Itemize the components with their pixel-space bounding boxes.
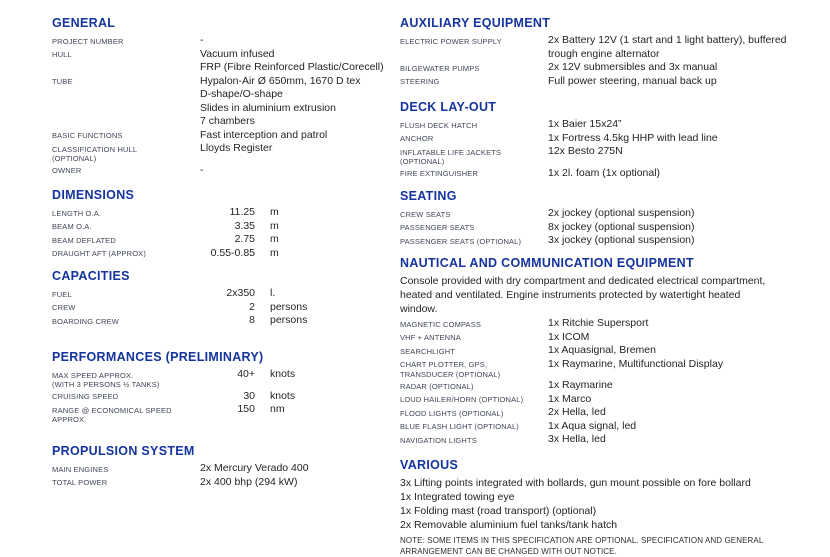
spec-label: [52, 314, 200, 326]
section-title: NAUTICAL AND COMMUNICATION EQUIPMENT: [400, 256, 694, 270]
spec-row: [400, 317, 828, 331]
section-title: DECK LAY-OUT: [400, 100, 497, 114]
spec-value-line: Lloyds Register: [200, 142, 273, 154]
spec-label: [52, 142, 200, 164]
spec-label: [400, 234, 548, 246]
spec-value: [200, 34, 397, 48]
spec-label-line: CLASSIFICATION HULL: [52, 144, 138, 154]
spec-value-line: -: [200, 34, 204, 46]
section-title: CAPACITIES: [52, 269, 130, 283]
spec-value: [200, 142, 397, 156]
spec-label-line: BOARDING CREW: [52, 316, 119, 326]
various-item-line: 2x Removable aluminium fuel tanks/tank hatch: [400, 519, 618, 531]
spec-row: [400, 358, 828, 380]
spec-row: [400, 34, 828, 61]
spec-value: [548, 379, 828, 393]
various-item-line: 1x Integrated towing eye: [400, 491, 515, 503]
spec-label-line: PROJECT NUMBER: [52, 36, 124, 46]
various-item-line: 3x Lifting points integrated with bollards, gun mount possible on fore bollard: [400, 477, 751, 489]
spec-value: [200, 462, 397, 476]
spec-value-line: 1x Raymarine, Multifunctional Display: [548, 357, 724, 370]
section-intro-line: heated and ventilated. Engine instruments protected by watertight heated: [400, 289, 741, 301]
spec-value: [548, 420, 828, 434]
section-title: VARIOUS: [400, 458, 459, 472]
spec-row: [52, 34, 397, 48]
spec-row: [400, 118, 828, 132]
spec-label: [52, 233, 200, 245]
spec-label-line: FLUSH DECK HATCH: [400, 120, 478, 130]
spec-label: [52, 48, 200, 60]
spec-value: [548, 433, 828, 447]
spec-row: [52, 368, 397, 390]
spec-label: [400, 420, 548, 432]
spec-label: [52, 164, 200, 176]
spec-value-unit: l.: [270, 287, 276, 299]
section-title: AUXILIARY EQUIPMENT: [400, 16, 551, 30]
spec-value: [548, 145, 828, 159]
spec-label-line: (OPTIONAL): [400, 157, 445, 166]
spec-value-unit: persons: [270, 300, 308, 313]
spec-value-line: 2x jockey (optional suspension): [548, 207, 695, 219]
section-intro-line: Console provided with dry compartment and dedicated electrical compartment,: [400, 275, 766, 287]
spec-label: [400, 317, 548, 329]
spec-section: [52, 188, 397, 260]
spec-row: [400, 221, 828, 235]
spec-value-line: 3x jockey (optional suspension): [548, 234, 695, 246]
spec-row: [52, 142, 397, 164]
spec-value: [548, 118, 828, 132]
spec-label: [52, 206, 200, 218]
spec-label-line: TUBE: [52, 77, 73, 86]
spec-row: [52, 247, 397, 261]
spec-value-line: 3x Hella, led: [548, 433, 606, 445]
spec-label: [52, 287, 200, 299]
spec-value-number: 11.25: [229, 206, 255, 218]
spec-value: [200, 129, 397, 143]
spec-value-line: Fast interception and patrol: [200, 128, 328, 141]
spec-value-unit: m: [270, 246, 279, 259]
spec-label-line: LENGTH O.A.: [52, 208, 102, 218]
spec-row: [52, 220, 397, 234]
spec-label: [400, 406, 548, 418]
spec-label-line: FLOOD LIGHTS (OPTIONAL): [400, 408, 504, 418]
spec-label-line: TOTAL POWER: [52, 478, 108, 487]
spec-row: [400, 406, 828, 420]
spec-value: [548, 132, 828, 146]
spec-row: [400, 420, 828, 434]
spec-value-line: 12x Besto 275N: [548, 145, 623, 157]
spec-value: [548, 317, 828, 331]
spec-value: [548, 167, 828, 181]
spec-label-line: INFLATABLE LIFE JACKETS: [400, 147, 502, 157]
spec-value-number: 0.55-0.85: [210, 246, 255, 259]
spec-section: [52, 350, 397, 425]
section-title: DIMENSIONS: [52, 188, 135, 202]
spec-section: [400, 16, 828, 88]
spec-row: [52, 164, 397, 178]
left-column: [52, 0, 397, 557]
spec-value-line: 1x 2l. foam (1x optional): [548, 166, 661, 179]
spec-value-line: 2x 400 bhp (294 kW): [200, 475, 298, 488]
spec-row: [400, 132, 828, 146]
spec-value-unit: knots: [270, 389, 296, 402]
spec-label: [52, 129, 200, 141]
spec-row: [52, 301, 397, 315]
spec-label: [52, 220, 200, 232]
spec-label: [400, 34, 548, 46]
spec-label: [400, 207, 548, 219]
spec-label-line: CHART PLOTTER, GPS,: [400, 360, 488, 369]
spec-value-unit: m: [270, 233, 279, 245]
spec-label-line: PASSENGER SEATS (OPTIONAL): [400, 236, 522, 246]
spec-value-line: 1x Ritchie Supersport: [548, 317, 649, 329]
right-column: [400, 0, 828, 557]
spec-label-line: (WITH 3 PERSONS ½ TANKS): [52, 380, 160, 389]
spec-label: [400, 75, 548, 87]
spec-value-number: 2: [249, 300, 255, 313]
spec-row: [400, 61, 828, 75]
spec-value-number: 40+: [237, 368, 255, 380]
spec-row: [400, 331, 828, 345]
spec-label-line: MAX SPEED APPROX.: [52, 370, 134, 380]
spec-label-line: BLUE FLASH LIGHT (OPTIONAL): [400, 422, 519, 431]
spec-label-line: STEERING: [400, 77, 440, 86]
spec-label: [400, 167, 548, 179]
spec-value-number: 30: [243, 389, 255, 402]
spec-label: [52, 75, 200, 87]
spec-label-line: CRUISING SPEED: [52, 392, 119, 401]
spec-value-line: trough engine alternator: [548, 47, 660, 60]
spec-value-number: 8: [249, 314, 255, 326]
spec-row: [52, 390, 397, 404]
spec-value-line: 7 chambers: [200, 115, 255, 127]
spec-label-line: RANGE @ ECONOMICAL SPEED: [52, 405, 172, 415]
spec-section: [52, 444, 397, 489]
spec-value: [200, 164, 397, 178]
spec-label: [400, 331, 548, 343]
spec-row: [400, 344, 828, 358]
spec-value: [200, 48, 397, 75]
spec-value-number: 2x350: [226, 287, 255, 299]
spec-label: [400, 393, 548, 405]
spec-value: [548, 406, 828, 420]
spec-value-line: 2x Mercury Verado 400: [200, 462, 309, 474]
spec-label-line: (OPTIONAL): [52, 154, 97, 163]
spec-label-line: TRANSDUCER (OPTIONAL): [400, 369, 501, 379]
spec-label: [52, 390, 200, 402]
spec-value: [548, 221, 828, 235]
spec-row: [400, 75, 828, 89]
spec-label-line: RADAR (OPTIONAL): [400, 381, 474, 391]
spec-value-unit: persons: [270, 314, 308, 326]
spec-value: [548, 61, 828, 75]
spec-value-line: 1x Marco: [548, 392, 592, 405]
spec-label: [52, 403, 200, 425]
spec-row: [400, 433, 828, 447]
spec-value-line: 1x Aquasignal, Bremen: [548, 344, 656, 356]
spec-row: [52, 48, 397, 75]
spec-row: [52, 206, 397, 220]
spec-value-number: 150: [237, 403, 255, 415]
spec-value: [548, 207, 828, 221]
spec-label-line: FIRE EXTINGUISHER: [400, 169, 478, 178]
section-title: PROPULSION SYSTEM: [52, 444, 195, 458]
spec-label: [400, 379, 548, 391]
spec-value-unit: m: [270, 206, 279, 218]
spec-label: [52, 368, 200, 390]
spec-row: [400, 207, 828, 221]
spec-label: [400, 132, 548, 144]
spec-value-unit: knots: [270, 368, 296, 380]
spec-label-line: NAVIGATION LIGHTS: [400, 435, 477, 445]
spec-label-line: MAIN ENGINES: [52, 464, 109, 474]
spec-value-line: 1x Aqua signal, led: [548, 419, 637, 432]
spec-label-line: PASSENGER SEATS: [400, 223, 475, 232]
spec-label-line: MAGNETIC COMPASS: [400, 319, 482, 329]
various-item-line: 1x Folding mast (road transport) (optional): [400, 505, 597, 517]
spec-value-line: Full power steering, manual back up: [548, 74, 717, 87]
section-title: PERFORMANCES (PRELIMINARY): [52, 350, 264, 364]
spec-row: [52, 476, 397, 490]
spec-label-line: DRAUGHT AFT (APPROX): [52, 249, 146, 258]
spec-value: [548, 393, 828, 407]
spec-value-line: FRP (Fibre Reinforced Plastic/Corecell): [200, 61, 384, 73]
section-title: GENERAL: [52, 16, 116, 30]
spec-value: [200, 476, 397, 490]
spec-label: [400, 433, 548, 445]
spec-label-line: CREW SEATS: [400, 209, 451, 219]
spec-value: [548, 331, 828, 345]
spec-label: [52, 462, 200, 474]
spec-value-number: 2.75: [234, 233, 255, 245]
spec-label-line: APPROX.: [52, 415, 87, 424]
spec-row: [52, 403, 397, 425]
spec-label-line: CREW: [52, 303, 76, 312]
spec-label-line: ELECTRIC POWER SUPPLY: [400, 36, 502, 46]
spec-value: [548, 344, 828, 358]
spec-value-line: -: [200, 163, 204, 176]
spec-row: [52, 314, 397, 328]
spec-value-line: 1x Fortress 4.5kg HHP with lead line: [548, 131, 718, 144]
spec-value: [548, 234, 828, 248]
spec-label-line: BILGEWATER PUMPS: [400, 63, 480, 73]
section-intro-line: window.: [400, 303, 438, 315]
spec-label-line: SEARCHLIGHT: [400, 346, 455, 356]
spec-row: [400, 393, 828, 407]
spec-label-line: BASIC FUNCTIONS: [52, 131, 123, 140]
spec-label: [400, 61, 548, 73]
spec-row: [400, 145, 828, 167]
spec-value: [548, 75, 828, 89]
spec-label: [400, 145, 548, 167]
spec-section: [52, 16, 397, 177]
spec-value-unit: m: [270, 219, 279, 232]
spec-section: [52, 269, 397, 328]
spec-label: [52, 34, 200, 46]
spec-label-line: BEAM DEFLATED: [52, 235, 116, 245]
spec-value-line: 2x Hella, led: [548, 406, 606, 418]
spec-label: [52, 301, 200, 313]
section-plain-lines: [400, 476, 828, 532]
spec-value: [548, 34, 828, 61]
spec-value-line: D-shape/O-shape: [200, 88, 283, 100]
spec-section: [400, 458, 828, 532]
spec-row: [52, 233, 397, 247]
spec-label: [52, 247, 200, 259]
spec-section: [400, 256, 828, 447]
spec-label: [400, 221, 548, 233]
spec-value-line: 1x Baier 15x24”: [548, 118, 622, 130]
spec-section: [400, 100, 828, 180]
spec-label: [52, 476, 200, 488]
spec-label-line: ANCHOR: [400, 134, 434, 143]
spec-value-line: Vacuum infused: [200, 47, 275, 60]
spec-row: [52, 75, 397, 129]
section-intro: [400, 274, 828, 316]
spec-label-line: OWNER: [52, 166, 82, 175]
spec-row: [52, 129, 397, 143]
spec-value-line: Slides in aluminium extrusion: [200, 101, 336, 114]
spec-label-line: FUEL: [52, 289, 72, 299]
spec-label-line: HULL: [52, 50, 72, 59]
spec-value-line: 2x Battery 12V (1 start and 1 light battery), buffered: [548, 34, 787, 46]
spec-value-unit: nm: [270, 403, 285, 415]
spec-row: [52, 462, 397, 476]
spec-label: [400, 344, 548, 356]
spec-value-line: 8x jockey (optional suspension): [548, 220, 695, 233]
footer-note: NOTE: SOME ITEMS IN THIS SPECIFICATION ARE OPTIONAL. SPECIFICATION AND GENERAL ARRANGEMENT CAN BE CHANGED WITH OUT NOTICE.: [400, 536, 764, 556]
spec-label: [400, 118, 548, 130]
spec-value-line: 2x 12V submersibles and 3x manual: [548, 61, 718, 73]
spec-value: [548, 358, 828, 372]
spec-row: [400, 167, 828, 181]
spec-value-number: 3.35: [234, 219, 255, 232]
spec-value-line: Hypalon-Air Ø 650mm, 1670 D tex: [200, 74, 361, 87]
spec-value-line: 1x ICOM: [548, 330, 590, 343]
spec-label-line: VHF + ANTENNA: [400, 333, 461, 342]
spec-label-line: BEAM O.A.: [52, 222, 92, 231]
spec-section: [400, 189, 828, 248]
spec-label-line: LOUD HAILER/HORN (OPTIONAL): [400, 395, 524, 404]
spec-value-line: 1x Raymarine: [548, 379, 613, 391]
spec-row: [52, 287, 397, 301]
spec-row: [400, 234, 828, 248]
section-title: SEATING: [400, 189, 457, 203]
spec-value: [200, 75, 397, 129]
spec-row: [400, 379, 828, 393]
spec-label: [400, 358, 548, 380]
